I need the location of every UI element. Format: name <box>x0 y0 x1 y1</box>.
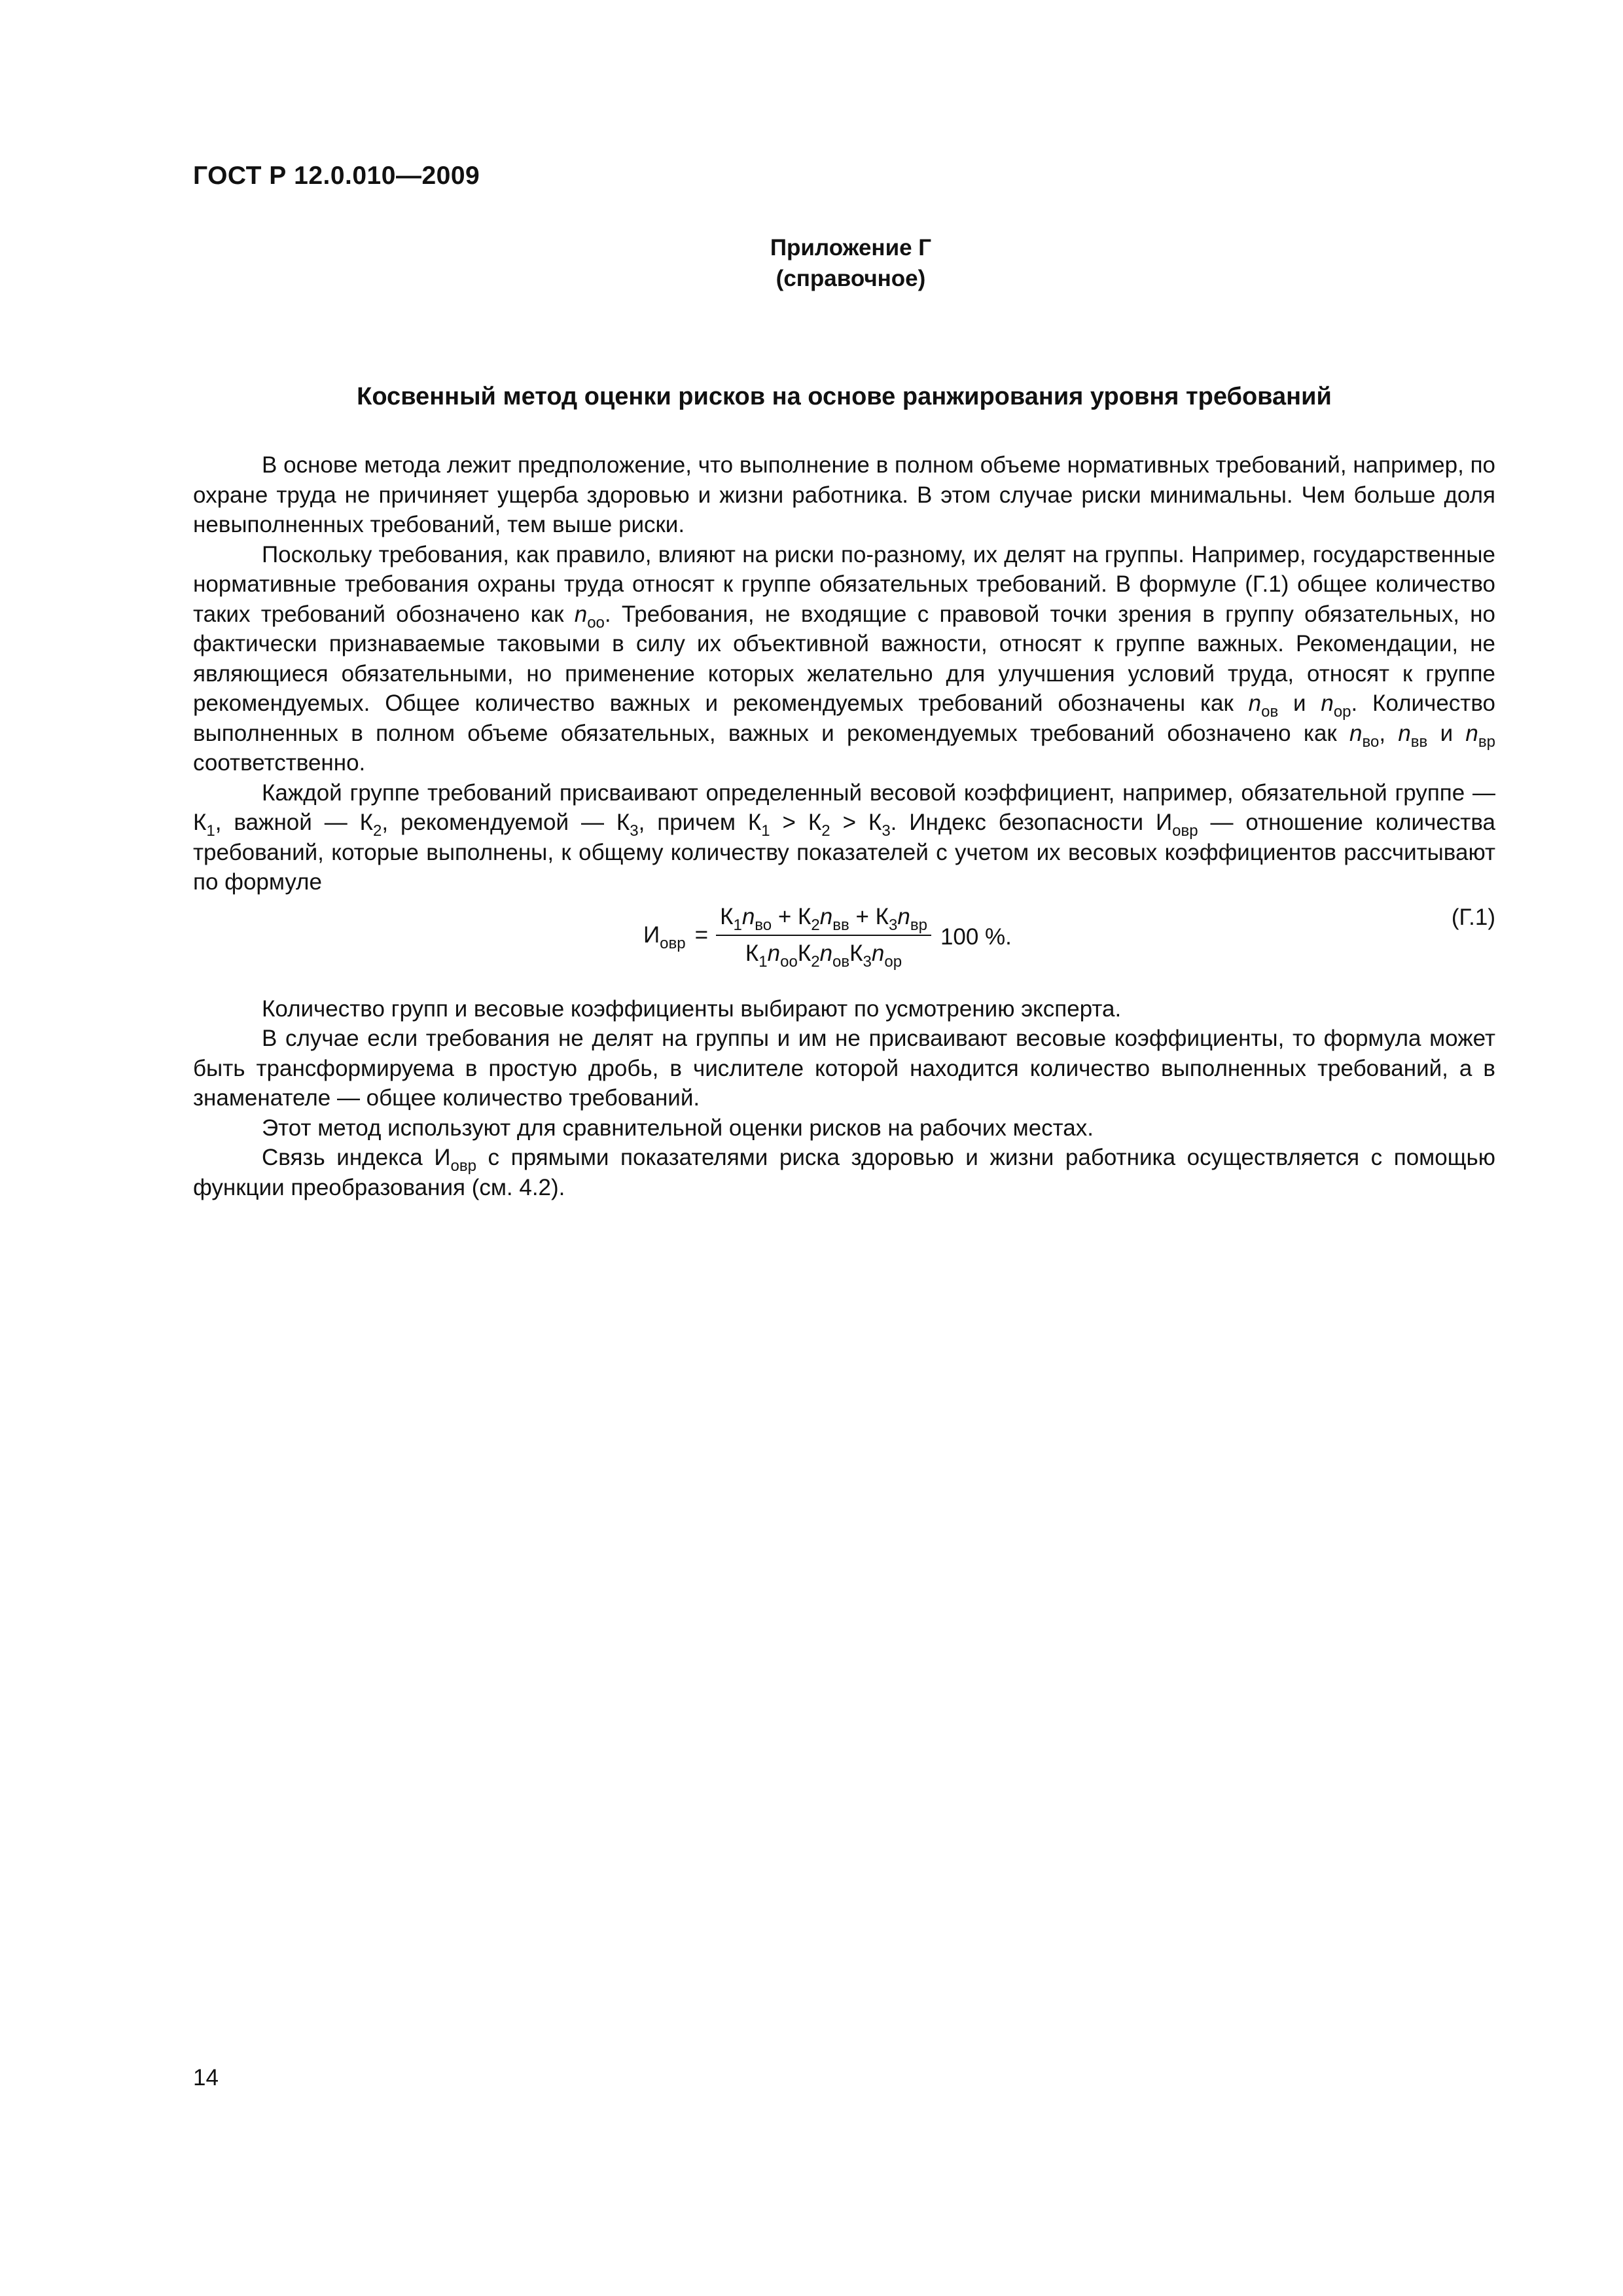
formula-fraction <box>716 902 931 971</box>
formula <box>643 903 1012 971</box>
paragraph-1: В основе метода лежит предположение, что выполнение в полном объеме нормативных требований, например, по охране труда не причиняет ущерба здоровью и жизни работника. В этом случае риски минимальны. Чем больше доля невыполненных требований, тем выше риски. <box>193 452 1495 537</box>
formula-denominator: $К_1n_{оо}К_2n_{ов}К_3n_{ор}$ <box>745 940 902 971</box>
formula-equals: = <box>694 922 709 948</box>
appendix-label: Приложение Г <box>770 235 932 260</box>
formula-number: (Г.1) <box>1451 904 1495 930</box>
formula-block <box>193 903 1495 976</box>
paragraph-4: Количество групп и весовые коэффициенты выбирают по усмотрению эксперта. <box>262 996 1122 1022</box>
paragraph-5: В случае если требования не делят на группы и им не присваивают весовые коэффициенты, то формула может быть трансформируема в простую дробь, в числителе которой находится количество выполненных требований, а в знаменателе — общее количество требований. <box>193 1026 1495 1111</box>
page-number: 14 <box>193 2065 219 2090</box>
paragraph-6: Этот метод используют для сравнительной оценки рисков на рабочих местах. <box>262 1115 1094 1141</box>
paragraph-7: Связь индекса $И_{овр}$ с прямыми показателями риска здоровью и жизни работника осуществляется с помощью функции преобразования (см. 4.2). <box>193 1145 1495 1200</box>
appendix-type: (справочное) <box>776 266 926 291</box>
formula-numerator: $К_1n_{во} + К_2n_{вв} + К_3n_{вр}$ <box>716 902 931 936</box>
paragraph-2: Поскольку требования, как правило, влияют на риски по-разному, их делят на группы. Например, государственные нормативные требования охраны труда относят к группе обязательных требований. В формуле (Г.1) общее количество таких требований обозначено как $n_{оо}$. Требования, не входящие с правовой точки зрения в группу обязательных, но фактически признаваемые таковыми в силу их объективной важности, относят к группе важных. Рекомендации, не являющиеся обязательными, но применение которых желательно для улучшения условий труда, относят к группе рекомендуемых. Общее количество важных и рекомендуемых требований обозначены как $n_{ов}$ и $n_{ор}$. Количество выполненных в полном объеме обязательных, важных и рекомендуемых требований обозначено как $n_{во}$, $n_{вв}$ и $n_{вр}$ соответственно. <box>193 541 1496 776</box>
body-text <box>193 450 1495 1202</box>
document-code: ГОСТ Р 12.0.010—2009 <box>193 162 480 190</box>
appendix-heading <box>681 232 1021 294</box>
formula-lhs: $И_{овр}$ <box>643 922 686 952</box>
section-title: Косвенный метод оценки рисков на основе ранжирования уровня требований <box>357 383 1332 410</box>
paragraph-3: Каждой группе требований присваивают определенный весовой коэффициент, например, обязательной группе — $К_1$, важной — $К_2$, рекомендуемой — $К_3$, причем $К_1 > К_2 > К_3$. Индекс безопасности $И_{овр}$ — отношение количества требований, которые выполнены, к общему количеству показателей с учетом их весовых коэффициентов рассчитывают по формуле <box>193 780 1495 895</box>
formula-suffix: 100 %. <box>940 924 1012 950</box>
